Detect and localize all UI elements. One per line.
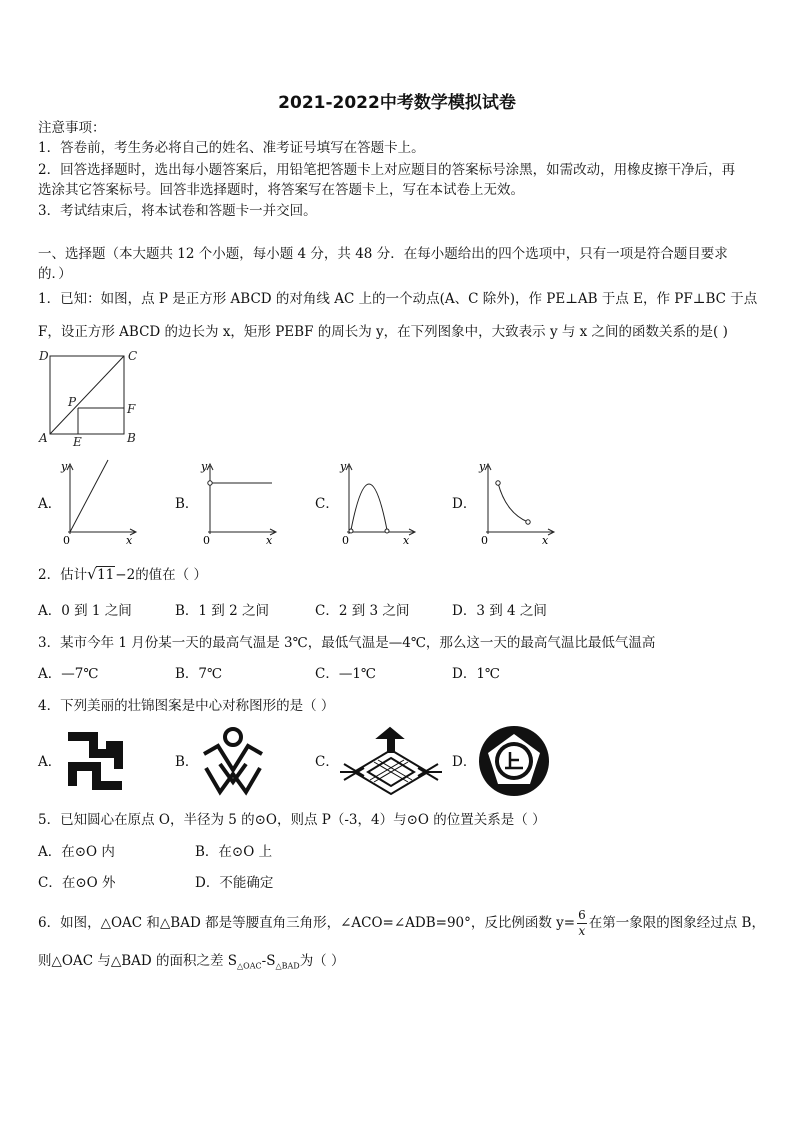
- q1-option-b-label[interactable]: B．: [175, 496, 199, 512]
- axis-x-label: x: [403, 534, 410, 546]
- axis-y-label: y: [479, 460, 486, 473]
- axis-y-label: y: [340, 460, 347, 473]
- q6-line1-pre: 6．如图，△OAC 和△BAD 都是等腰直角三角形，∠ACO=∠ADB=90°，反比例函数 y=: [38, 915, 576, 931]
- sqrt-expression: [87, 565, 115, 585]
- label-f: F: [127, 402, 136, 416]
- q4-pattern-d-icon[interactable]: [477, 724, 551, 798]
- fraction-6-over-x: [577, 908, 587, 939]
- q2-option-c[interactable]: C．2 到 3 之间: [315, 603, 410, 619]
- label-p: P: [68, 395, 77, 409]
- page-title: 2021-2022中考数学模拟试卷: [278, 93, 516, 113]
- q1-stem-line2: F，设正方形 ABCD 的边长为 x，矩形 PEBF 的周长为 y，在下列图象中，大致表示 y 与 x 之间的函数关系的是( ): [38, 324, 728, 340]
- q5-stem: 5．已知圆心在原点 O，半径为 5 的⊙O，则点 P（-3，4）与⊙O 的位置关系是（ ）: [38, 812, 546, 828]
- q5-option-c[interactable]: C．在⊙O 外: [38, 875, 116, 891]
- curve-parabola: [351, 484, 387, 530]
- axis-y-label: y: [61, 460, 68, 473]
- q1-option-a-label[interactable]: A．: [38, 496, 62, 512]
- q4-stem: 4．下列美丽的壮锦图案是中心对称图形的是（ ）: [38, 698, 335, 714]
- q4-option-a-label[interactable]: A．: [38, 754, 62, 770]
- q2-option-b[interactable]: B．1 到 2 之间: [175, 603, 269, 619]
- axis-x-label: x: [126, 534, 133, 546]
- origin-label: 0: [342, 534, 349, 546]
- notice-item-2a: 2．回答选择题时，选出每小题答案后，用铅笔把答题卡上对应题目的答案标号涂黑，如需改动，用橡皮擦干净后，再: [38, 162, 736, 178]
- section1-line2: 的．）: [38, 266, 72, 282]
- q6-line1-post: 在第一象限的图象经过点 B，: [588, 915, 765, 931]
- q1-graph-c[interactable]: [337, 458, 419, 546]
- label-e: E: [73, 435, 82, 449]
- q2-minus-two: −2: [115, 567, 136, 583]
- fraction-numerator: 6: [578, 908, 586, 922]
- q2-option-a[interactable]: A．0 到 1 之间: [38, 603, 132, 619]
- q5-option-a[interactable]: A．在⊙O 内: [38, 844, 115, 860]
- q1-graph-a[interactable]: [58, 458, 138, 546]
- q6-stem-line1: [38, 908, 765, 939]
- q4-pattern-c-icon[interactable]: [338, 724, 444, 796]
- q3-option-c[interactable]: C．—1℃: [315, 666, 377, 682]
- label-a: A: [39, 431, 48, 445]
- q2-stem-post: 的值在（ ）: [135, 567, 207, 583]
- q6-stem-line2: [38, 951, 758, 977]
- axis-x-label: x: [542, 534, 549, 546]
- subscript-bad: △BAD: [275, 961, 300, 971]
- radical-sign: √: [87, 565, 97, 583]
- q1-graph-b[interactable]: [198, 458, 280, 546]
- q1-square-figure: [36, 346, 146, 450]
- q4-pattern-a-icon[interactable]: [62, 730, 128, 792]
- q1-option-d-label[interactable]: D．: [452, 496, 477, 512]
- origin-label: 0: [481, 534, 488, 546]
- q4-option-d-label[interactable]: D．: [452, 754, 477, 770]
- notice-item-1: 1．答卷前，考生务必将自己的姓名、准考证号填写在答题卡上。: [38, 140, 425, 156]
- q4-pattern-b-icon[interactable]: [198, 724, 268, 796]
- q5-option-d[interactable]: D．不能确定: [195, 875, 274, 891]
- q3-option-a[interactable]: A．—7℃: [38, 666, 99, 682]
- subscript-oac: △OAC: [237, 961, 262, 971]
- origin-label: 0: [203, 534, 210, 546]
- q5-option-b[interactable]: B．在⊙O 上: [195, 844, 273, 860]
- radicand: 11: [97, 567, 115, 583]
- q1-graph-d[interactable]: [476, 458, 558, 546]
- q3-option-d[interactable]: D．1℃: [452, 666, 501, 682]
- q3-option-b[interactable]: B．7℃: [175, 666, 223, 682]
- line-y-proportional: [70, 460, 108, 532]
- q2-stem: [38, 565, 758, 585]
- diagonal-ac: [50, 356, 124, 434]
- q3-stem: 3．某市今年 1 月份某一天的最高气温是 3℃，最低气温是—4℃，那么这一天的最高气温比最低气温高: [38, 635, 656, 651]
- q2-option-d[interactable]: D．3 到 4 之间: [452, 603, 547, 619]
- notice-item-2b: 选涂其它答案标号。回答非选择题时，将答案写在答题卡上，写在本试卷上无效。: [38, 182, 524, 198]
- notice-item-3: 3．考试结束后，将本试卷和答题卡一并交回。: [38, 203, 317, 219]
- q4-option-c-label[interactable]: C．: [315, 754, 339, 770]
- q6-minus-s: -S: [261, 953, 276, 969]
- label-d: D: [39, 349, 49, 363]
- notice-heading: 注意事项：: [38, 120, 106, 136]
- label-b: B: [127, 431, 136, 445]
- q6-line2-pre: 则△OAC 与△BAD 的面积之差 S: [38, 953, 238, 969]
- q6-line2-post: 为（ ）: [299, 953, 345, 969]
- q1-stem-line1: 1．已知：如图，点 P 是正方形 ABCD 的对角线 AC 上的一个动点(A、C 除外)，作 PE⊥AB 于点 E，作 PF⊥BC 于点: [38, 291, 758, 307]
- q4-option-b-label[interactable]: B．: [175, 754, 199, 770]
- section1-line1: 一、选择题（本大题共 12 个小题，每小题 4 分，共 48 分．在每小题给出的四个选项中，只有一项是符合题目要求: [38, 246, 728, 262]
- curve-hyperbola: [498, 483, 528, 522]
- axis-y-label: y: [201, 460, 208, 473]
- fraction-denominator: x: [578, 924, 586, 938]
- q2-stem-pre: 2．估计: [38, 567, 88, 583]
- origin-label: 0: [63, 534, 70, 546]
- q1-option-c-label[interactable]: C．: [315, 496, 339, 512]
- label-c: C: [128, 349, 138, 363]
- axis-x-label: x: [266, 534, 273, 546]
